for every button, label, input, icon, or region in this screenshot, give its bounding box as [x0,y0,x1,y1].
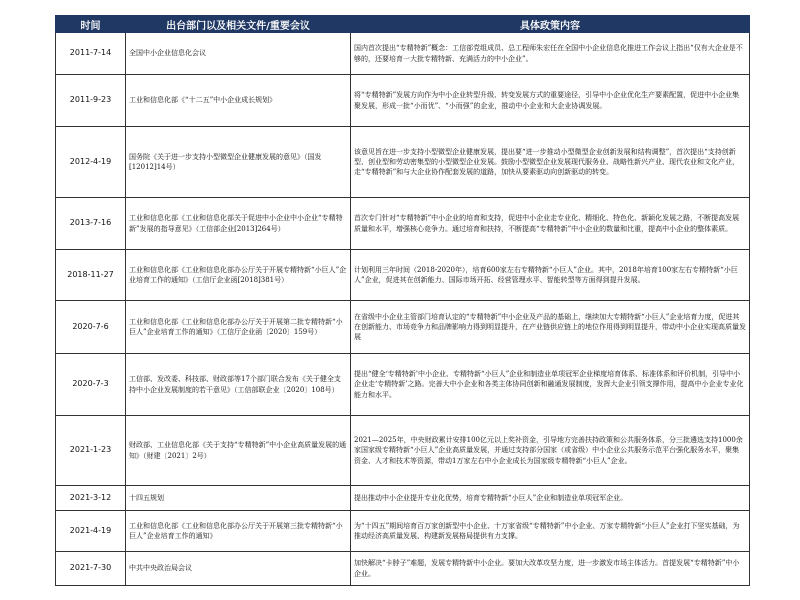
row-content: 将“专精特新”发展方向作为中小企业转型升级、转变发展方式的重要途径，引导中小企业优化生产要素配置，促进中小企业集聚发展，形成一批“小而优”、“小而强”的企业，推动中小企业和大企业协调发展。 [351,75,750,127]
row-date: 2020-7-3 [56,354,126,416]
table-row [56,486,750,511]
row-source: 工业和信息化部《“十二五”中小企业成长规划》 [126,75,351,127]
row-content: 2021—2025年，中央财政累计安排100亿元以上奖补资金，引导地方完善扶持政策和公共服务体系，分三批遴选支持1000余家国家级专精特新“小巨人”企业高质量发展，并通过支持部分国家（或省级）中小企业公共服务示范平台强化服务水平，聚集资金、人才和技术等资源，带动1万家左右中小企业成长为国家级专精特新“小巨人”企业。 [351,416,750,486]
row-date: 2018-11-27 [56,250,126,301]
table-row [56,354,750,416]
row-date: 2020-7-6 [56,301,126,354]
policy-table [55,15,750,586]
table-row [56,416,750,486]
row-date: 2012-4-19 [56,127,126,198]
row-source: 工业和信息化部《工业和信息化部办公厅关于开展专精特新“小巨人”企业培育工作的通知》（工信厅企业函[2018]381号） [126,250,351,301]
header-content: 具体政策内容 [351,16,750,33]
row-date: 2021-1-23 [56,416,126,486]
row-source: 财政部、工业信息化部《关于支持“专精特新”中小企业高质量发展的通知》（财建〔2021〕2号） [126,416,351,486]
table-row [56,198,750,250]
table-row [56,552,750,586]
row-content: 提出推动中小企业提升专业化优势，培育专精特新“小巨人”企业和制造业单项冠军企业。 [351,486,750,511]
table-row [56,511,750,552]
row-content: 为“十四五”期间培育百万家创新型中小企业、十万家省级“专精特新”中小企业、万家专精特新“小巨人”企业打下坚实基础，为推动经济高质量发展、构建新发展格局提供有力支撑。 [351,511,750,552]
row-source: 工业和信息化部《工业和信息化部关于促进中小企业中小企业“专精特新”发展的指导意见》（工信部企业[2013]264号） [126,198,351,250]
row-date: 2021-4-19 [56,511,126,552]
row-content: 首次专门针对“专精特新”中小企业的培育和支持，促进中小企业走专业化、精细化、特色化、新颖化发展之路，不断提高发展质量和水平，增强核心竞争力。通过培育和扶持，不断提高“专精特新”中小企业的数量和比重，提高中小企业的整体素质。 [351,198,750,250]
table-row [56,127,750,198]
row-source: 国务院《关于进一步支持小型微型企业健康发展的意见》（国发[12012]14号） [126,127,351,198]
row-source: 全国中小企业信息化会议 [126,33,351,75]
row-date: 2013-7-16 [56,198,126,250]
row-content: 在省级中小企业主管部门培育认定的“专精特新”中小企业及产品的基础上，继续加大专精特新“小巨人”企业培育力度，促进其在创新能力、市场竞争力和品牌影响力得到明显提升，在产业链供应链上的地位作用得到明显提升，带动中小企业实现高质量发展 [351,301,750,354]
row-source: 工业和信息化部《工业和信息化部办公厅关于开展第三批专精特新“小巨人”企业培育工作的通知》 [126,511,351,552]
row-content: 计划利用三年时间（2018-2020年），培育600家左右专精特新“小巨人”企业。其中，2018年培育100家左右专精特新“小巨人”企业，促进其在创新能力、国际市场开拓、经营管理水平、智能转型等方面得到提升发展。 [351,250,750,301]
row-content: 国内首次提出“专精特新”概念：工信部党组成员、总工程师朱宏任在全国中小企业信息化推进工作会议上指出“仅有大企业是不够的，还要培育一大批专精特新、充满活力的中小企业”。 [351,33,750,75]
row-source: 工信部、发改委、科技部、财政部等17个部门联合发布《关于健全支持中小企业发展制度的若干意见》（工信部联企业〔2020〕108号） [126,354,351,416]
header-time: 时间 [56,16,126,33]
row-source: 工业和信息化部《工业和信息化部办公厅关于开展第二批专精特新“小巨人”企业培育工作的通知》（工信厅企业函〔2020〕159号） [126,301,351,354]
row-date: 2011-9-23 [56,75,126,127]
row-date: 2021-3-12 [56,486,126,511]
table-row [56,250,750,301]
header-source: 出台部门以及相关文件/重要会议 [126,16,351,33]
row-content: 提出“健全‘专精特新’中小企业、专精特新“小巨人”企业和制造业单项冠军企业梯度培育体系、标准体系和评价机制，引导中小企业走‘专精特新’之路。完善大中小企业和各类主体协同创新和融通发展制度，发挥大企业引领支撑作用，提高中小企业专业化能力和水平。 [351,354,750,416]
row-date: 2021-7-30 [56,552,126,586]
row-date: 2011-7-14 [56,33,126,75]
table-row [56,301,750,354]
table-row [56,75,750,127]
row-source: 中共中央政治局会议 [126,552,351,586]
row-content: 加快解决“卡脖子”难题，发展专精特新中小企业。要加大改革攻坚力度，进一步激发市场主体活力。首提发展“专精特新”中小企业。 [351,552,750,586]
row-content: 该意见旨在进一步支持小型微型企业健康发展，提出要“进一步推动小型微型企业创新发展和结构调整”，首次提出“支持创新型、创业型和劳动密集型的小型微型企业发展。鼓励小型微型企业发展现代服务业、战略性新兴产业、现代农业和文化产业，走“专精特新”和与大企业协作配套发展的道路，加快从要素驱动向创新驱动的转变。 [351,127,750,198]
row-source: 十四五规划 [126,486,351,511]
header-row [56,16,750,33]
table-row [56,33,750,75]
